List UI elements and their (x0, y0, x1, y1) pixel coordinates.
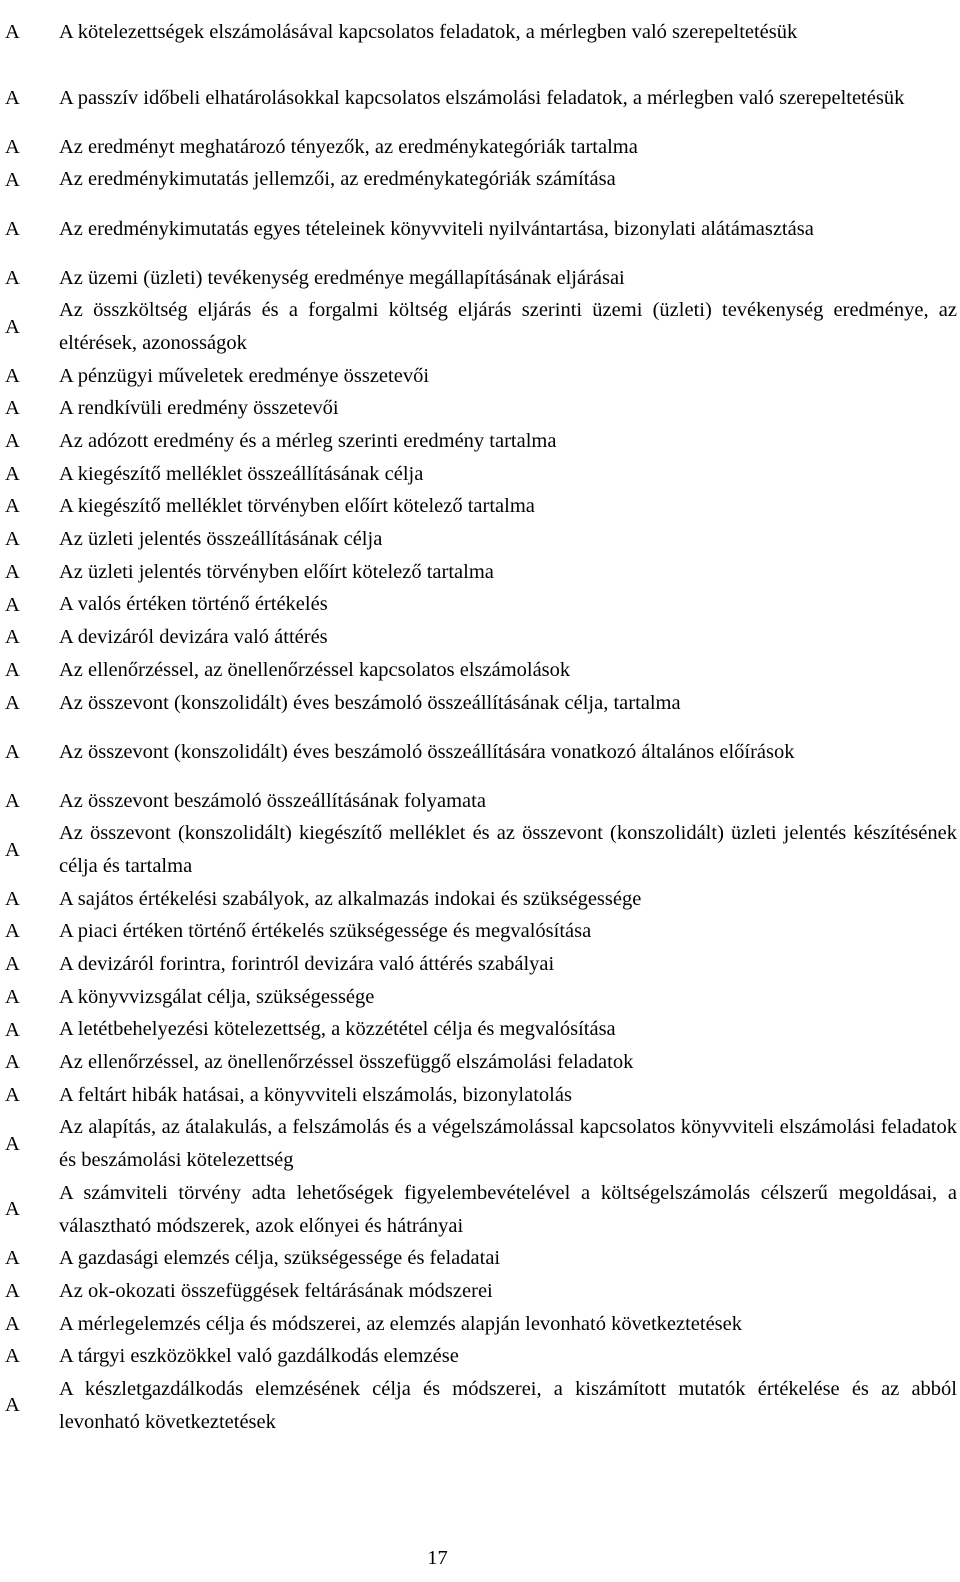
topic-level: A (5, 430, 20, 453)
topic-row (5, 196, 957, 261)
topic-row (5, 490, 957, 523)
topic-text: A feltárt hibák hatásai, a könyvviteli elszámolás, bizonylatolás (59, 1083, 572, 1106)
topic-row (5, 883, 957, 916)
topic-text: Az eredménykimutatás jellemzői, az eredménykategóriák számítása (59, 168, 616, 191)
topic-level: A (5, 168, 20, 191)
topic-level: A (5, 462, 20, 485)
topic-level: A (5, 887, 20, 910)
topic-text: A devizáról forintra, forintról devizára való áttérés szabályai (59, 953, 555, 976)
topic-level: A (5, 789, 20, 812)
topic-text: A pénzügyi műveletek eredménye összetevői (59, 364, 430, 387)
topic-level: A (5, 135, 20, 158)
topic-text: A könyvvizsgálat célja, szükségessége (59, 985, 375, 1008)
topic-level: A (5, 364, 20, 387)
topic-text: Az üzemi (üzleti) tevékenység eredménye megállapításának eljárásai (59, 266, 625, 289)
topic-level: A (5, 626, 20, 649)
topic-row (5, 1373, 957, 1438)
topic-text: Az üzleti jelentés összeállításának célja (59, 528, 383, 551)
topic-level: A (5, 1345, 20, 1368)
topic-level: A (5, 560, 20, 583)
topic-text: Az alapítás, az átalakulás, a felszámolás és a végelszámolással kapcsolatos könyvviteli elszámolási feladatok és beszámolási kötelezettség (59, 1116, 957, 1172)
topic-text: Az adózott eredmény és a mérleg szerinti eredmény tartalma (59, 430, 557, 452)
topic-text: A piaci értéken történő értékelés szükségessége és megvalósítása (59, 920, 592, 943)
topic-text: Az ellenőrzéssel, az önellenőrzéssel összefüggő elszámolási feladatok (59, 1051, 634, 1074)
topic-text: A passzív időbeli elhatárolásokkal kapcsolatos elszámolási feladatok, a mérlegben való szerepeltetésük (59, 86, 905, 109)
topic-level: A (5, 920, 20, 943)
topic-row (5, 65, 957, 130)
topic-text: A tárgyi eszközökkel való gazdálkodás elemzése (59, 1345, 459, 1368)
topic-level: A (5, 953, 20, 976)
topic-level: A (5, 1132, 20, 1155)
topic-level: A (5, 266, 20, 289)
topic-row (5, 915, 957, 948)
topic-row (5, 131, 957, 164)
topic-text: Az eredményt meghatározó tényezők, az eredménykategóriák tartalma (59, 135, 638, 158)
topic-level: A (5, 528, 20, 551)
topic-row (5, 948, 957, 981)
topic-level: A (5, 985, 20, 1008)
topic-level: A (5, 1051, 20, 1074)
topic-level: A (5, 315, 20, 338)
topic-row (5, 1079, 957, 1112)
topic-level: A (5, 740, 20, 763)
topic-level: A (5, 1018, 20, 1041)
topic-level: A (5, 691, 20, 714)
topic-row (5, 523, 957, 556)
topic-text: A sajátos értékelési szabályok, az alkalmazás indokai és szükségessége (59, 887, 642, 910)
page-number: 17 (427, 1547, 448, 1569)
topic-row (5, 425, 957, 458)
topic-text: A rendkívüli eredmény összetevői (59, 397, 339, 420)
topic-row (5, 1111, 957, 1176)
topic-level: A (5, 1312, 20, 1335)
topic-level: A (5, 1280, 20, 1303)
topic-row (5, 654, 957, 687)
topic-row (5, 262, 957, 295)
topic-text: A gazdasági elemzés célja, szükségessége és feladatai (59, 1247, 501, 1270)
topic-text: Az ok-okozati összefüggések feltárásának módszerei (59, 1279, 493, 1302)
topic-row (5, 621, 957, 654)
topic-row (5, 817, 957, 882)
topic-text: A számviteli törvény adta lehetőségek figyelembevételével a költségelszámolás célszerű megoldásai, a választható módszerek, azok előnyei és hátrányai (59, 1181, 957, 1237)
topic-row (5, 556, 957, 589)
topic-level: A (5, 86, 20, 109)
topic-row (5, 1340, 957, 1373)
topic-row (5, 360, 957, 393)
topic-text: Az összköltség eljárás és a forgalmi költség eljárás szerinti üzemi (üzleti) tevékenység eredménye, az eltérések, azonosságok (59, 299, 957, 354)
topic-row (5, 163, 957, 196)
topic-text: Az összevont (konszolidált) kiegészítő melléklet és az összevont (konszolidált) üzleti jelentés készítésének célja és tartalma (59, 822, 957, 877)
topic-text: A készletgazdálkodás elemzésének célja és módszerei, a kiszámított mutatók értékelése és az abból levonható következtetések (59, 1378, 957, 1433)
topic-text: Az összevont (konszolidált) éves beszámoló összeállításának célja, tartalma (59, 691, 681, 714)
topic-level: A (5, 658, 20, 681)
topic-text: Az összevont beszámoló összeállításának folyamata (59, 789, 486, 812)
topic-text: A mérlegelemzés célja és módszerei, az elemzés alapján levonható következtetések (59, 1312, 743, 1335)
topic-level: A (5, 1247, 20, 1270)
topic-text: A letétbehelyezési kötelezettség, a közzététel célja és megvalósítása (59, 1018, 616, 1041)
topic-row (5, 1013, 957, 1046)
topic-text: A kiegészítő melléklet törvényben előírt kötelező tartalma (59, 495, 535, 518)
topic-text: Az üzleti jelentés törvényben előírt kötelező tartalma (59, 560, 494, 583)
topic-row (5, 1275, 957, 1308)
topic-row (5, 392, 957, 425)
topic-level: A (5, 1198, 20, 1221)
topic-row (5, 719, 957, 784)
topic-text: Az összevont (konszolidált) éves beszámoló összeállítására vonatkozó általános előírások (59, 740, 795, 763)
topic-row (5, 1308, 957, 1341)
topic-row (5, 458, 957, 491)
topic-text: A kötelezettségek elszámolásával kapcsolatos feladatok, a mérlegben való szerepeltetésük (59, 21, 798, 44)
topic-row (5, 588, 957, 621)
topic-row (5, 1242, 957, 1275)
topic-level: A (5, 1394, 20, 1417)
topic-level: A (5, 593, 20, 616)
topic-level: A (5, 838, 20, 861)
topic-row (5, 687, 957, 720)
topic-text: Az eredménykimutatás egyes tételeinek könyvviteli nyilvántartása, bizonylati alátámasztása (59, 217, 814, 240)
topic-text: A valós értéken történő értékelés (59, 593, 328, 616)
topic-level: A (5, 1083, 20, 1106)
topic-row (5, 0, 957, 65)
topic-text: A kiegészítő melléklet összeállításának célja (59, 462, 424, 485)
topic-row (5, 785, 957, 818)
topic-row (5, 981, 957, 1014)
topic-row (5, 294, 957, 359)
topic-level: A (5, 217, 20, 240)
topic-row (5, 1177, 957, 1242)
topic-row (5, 1046, 957, 1079)
topic-text: A devizáról devizára való áttérés (59, 626, 328, 649)
topic-level: A (5, 397, 20, 420)
topic-level: A (5, 21, 20, 44)
topic-text: Az ellenőrzéssel, az önellenőrzéssel kapcsolatos elszámolások (59, 658, 571, 681)
topic-level: A (5, 495, 20, 518)
